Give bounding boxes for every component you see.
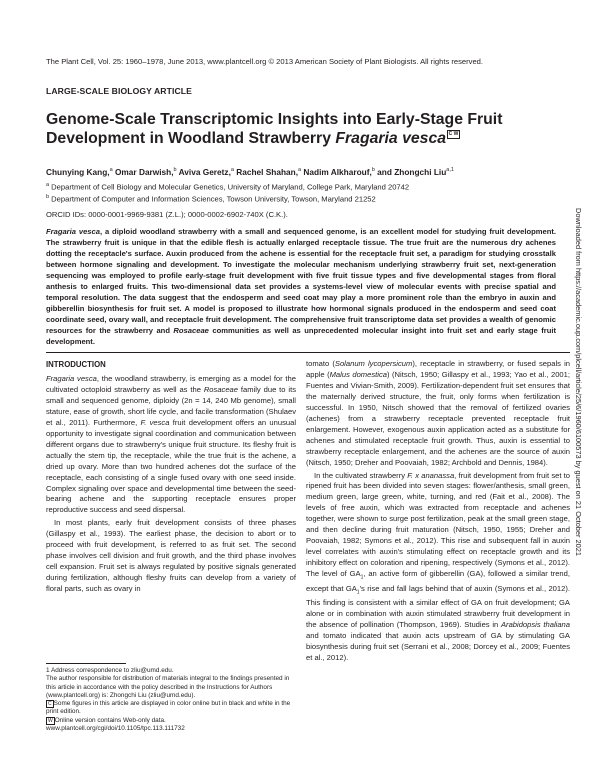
affiliation-mark: b (46, 194, 50, 200)
footnote-correspondence: 1 Address correspondence to zliu@umd.edu. (46, 667, 174, 674)
left-column (46, 374, 296, 595)
intro-paragraph-1 (46, 374, 296, 516)
paragraph-text: ) (Nitsch, 1950; Gillaspy et al., 1993; Yao et al., 2001; Fuentes and Vivian-Smith, 2009). Fertilization-dependent fruit set ensures that the maternally derived structure, the fruit, only forms when fertilization is successful. In 1950, Nitsch showed that the removal of fertilized ovaries (achenes) from a strawberry receptacle prevented receptacle fruit enlargement. However, exogenous auxin application acted as a substitute for achenes and stimulated receptacle fruit growth. Thus, auxin is essential to strawberry receptacle enlargement, and the achenes are the source of auxin (Nitsch, 1950; Dreher and Poovaiah, 1982; Archbold and Dennis, 1984). (306, 369, 570, 467)
affiliation-b (46, 194, 376, 204)
author-affil-mark: a (109, 167, 113, 174)
journal-citation-line: The Plant Cell, Vol. 25: 1960–1978, June 2013, www.plantcell.org © 2013 American Society of Plant Biologists. All rights reserved. (46, 57, 483, 66)
footnote-web-only (46, 717, 296, 725)
paragraph-text: , the woodland strawberry, is emerging as a model for the cultivated octoploid strawberry as well as the (46, 374, 296, 394)
species-name: Malus domestica (329, 369, 387, 379)
paragraph-text: In the cultivated strawberry (314, 470, 408, 480)
affiliation-mark: a (46, 182, 50, 188)
paragraph-text: fruit development offers an unusual opportunity to investigate signal coordination and communication between different organs due to strawberry's unique fruit structure. Its fleshy fruit is actually the stem tip, the receptacle, while the true fruit is the achene, a dried up ovary. More than two hundred achenes dot the surface of the receptacle, each consisting of a single fused ovary with one seed inside. Complex signaling over space and developmental time between the seed-bearing achene and the supporting receptacle ensures proper reproductive success and seed dispersal. (46, 417, 297, 515)
subscript: 1 (356, 589, 360, 596)
abstract-text-end: communities as well as unprecedented molecular insight into fruit set and early stage fruit development. (46, 325, 556, 346)
author: Omar Darwish, (112, 167, 174, 177)
author: Chunying Kang, (46, 167, 110, 177)
intro-paragraph-3 (306, 359, 570, 469)
paragraph-text: family due to its small and sequenced genome, diploidy (2n = 14, 240 Mb genome), small stature, ease of growth, short life cycle, and facile transformation (Shulaev et al., 2011). Furthermore, (46, 384, 296, 427)
author-affil-mark: a (230, 167, 234, 174)
footnote-divider (46, 663, 126, 664)
affiliation-text: Department of Computer and Information Sciences, Towson University, Towson, Maryland 21252 (49, 194, 376, 204)
species-name: Arabidopsis thaliana (500, 619, 570, 629)
author: and Zhongchi Liu (374, 167, 447, 177)
paragraph-text: ), receptacle in strawberry, or fused sepals in apple ( (306, 359, 571, 379)
section-heading-introduction: INTRODUCTION (46, 360, 106, 369)
article-type-label: LARGE-SCALE BIOLOGY ARTICLE (46, 86, 192, 96)
orcid-ids: ORCID IDs: 0000-0001-9969-9381 (Z.L.); 0000-0002-6902-740X (C.K.). (46, 210, 288, 219)
abstract (46, 227, 556, 347)
abstract-text: , a diploid woodland strawberry with a small and sequenced genome, is an excellent model for studying fruit development. The strawberry fruit is unique in that the edible flesh is actually enlarged receptacle tissue. The true fruit are the numerous dry achenes dotting the receptacle's surface. Auxin produced from the achene is essential for the receptacle fruit set, a paradigm for studying crosstalk between hormone signaling and development. To investigate the molecular mechanism underlying strawberry fruit set, next-generation sequencing was employed to profile early-stage fruit development with five fruit tissue types and five developmental stages from floral anthesis to enlarged fruits. This two-dimensional data set provides a systems-level view of molecular events with precise spatial and temporal resolution. The data suggest that the endosperm and seed coat may play a more prominent role than the embryo in auxin and gibberellin biosynthesis for fruit set. A model is proposed to illustrate how hormonal signals produced in the endosperm and seed coat coordinate seed, ovary wall, and receptacle fruit development. The comprehensive fruit transcriptome data set provides a wealth of genomic resources for the strawberry and (46, 227, 556, 335)
footnote-color (46, 700, 296, 717)
doi-link[interactable]: www.plantcell.org/cgi/doi/10.1105/tpc.113.111732 (46, 725, 185, 733)
paragraph-text: , fruit development from fruit set to ripened fruit has been divided into seven stages: flower/anthesis, small green, medium green, large green, white, turning, and red (Fait et al., 2008). The levels of free auxin, which was extracted from receptacle and achenes together, were shown to surge post fertilization, peak at the small green stage, and then decline during fruit maturation (Nitsch, 1950, 1955; Dreher and Poovaiah, 1982; Symons et al., 2012). This rise and subsequent fall in auxin level correlates with auxin's stimulating effect on receptacle growth and its inhibitory effect on coloration and ripening, respectively (Symons et al., 2012). The level of GA (306, 470, 570, 579)
intro-paragraph-2: In most plants, early fruit development consists of three phases (Gillaspy et al., 1993). The earliest phase, the decision to abort or to proceed with fruit development, is referred to as fruit set. The second phase involves cell division and fruit growth, and the third phase involves cell expansion. Fruit set is always regulated by positive signals generated during fertilization, although fleshy fruits can develop from a variety of floral parts, such as ovary in (46, 518, 296, 594)
abstract-species: Fragaria vesca (46, 227, 100, 236)
article-title (46, 110, 566, 148)
color-online-icon: C (48, 701, 52, 708)
author-affil-mark: a (298, 167, 302, 174)
paragraph-text: and tomato indicated that auxin acts upstream of GA by stimulating GA biosynthesis during fruit set (Serrani et al., 2008; Dorcey et al., 2009; Fuentes et al., 2012). (306, 630, 570, 662)
paragraph-text: 's rise and fall lags behind that of auxin (Symons et al., 2012). This finding is consistent with a similar effect of GA on fruit development; GA alone or in combination with auxin stimulated strawberry fruit development in the absence of pollination (Thompson, 1969). Studies in (306, 583, 570, 629)
species-name: F. x ananassa (407, 470, 455, 480)
color-web-supplement-icon: C W (448, 131, 459, 137)
intro-paragraph-4 (306, 471, 570, 664)
affiliation-a (46, 182, 409, 192)
author-list (46, 167, 454, 177)
footnote-text: Some figures in this article are displayed in color online but in black and white in the print edition. (46, 700, 291, 716)
abstract-family: Rosaceae (173, 325, 209, 335)
affiliation-text: Department of Cell Biology and Molecular Genetics, University of Maryland, College Park, Maryland 20742 (49, 182, 410, 192)
footnote-responsible-author: The author responsible for distribution of materials integral to the findings presented in this article in accordance with the policy described in the Instructions for Authors (www.plantcell.org) is: Zhongchi Liu (zliu@umd.edu). (46, 675, 290, 699)
download-watermark: Downloaded from https://academic.oup.com/plcell/article/25/6/1960/6100573 by guest on 21 October 2021 (574, 208, 583, 556)
author: Aviva Geretz, (176, 167, 231, 177)
author-affil-mark: a,1 (446, 167, 454, 174)
author-affil-mark: b (371, 167, 375, 174)
species-name: Solanum lycopersicum (334, 359, 413, 368)
web-only-icon: W (48, 717, 53, 724)
footnotes (46, 667, 296, 733)
paragraph-text: , an active form of gibberellin (GA), followed a similar trend, except that GA (306, 569, 570, 593)
family-name: Rosaceae (203, 384, 239, 394)
subscript: 1 (360, 574, 364, 581)
right-column (306, 359, 570, 664)
title-species: Fragaria vesca (335, 130, 447, 147)
paragraph-text: tomato ( (306, 359, 335, 368)
footnote-text: Online version contains Web-only data. (54, 716, 166, 724)
title-main: Genome-Scale Transcriptomic Insights into Early-Stage Fruit Development in Woodland Strawberry (46, 111, 503, 147)
species-name: F. vesca (140, 417, 170, 427)
author: Nadim Alkharouf, (301, 167, 372, 177)
author-affil-mark: b (173, 167, 177, 174)
author: Rachel Shahan, (233, 167, 299, 177)
abstract-divider (46, 352, 570, 353)
species-name: Fragaria vesca (46, 374, 97, 383)
